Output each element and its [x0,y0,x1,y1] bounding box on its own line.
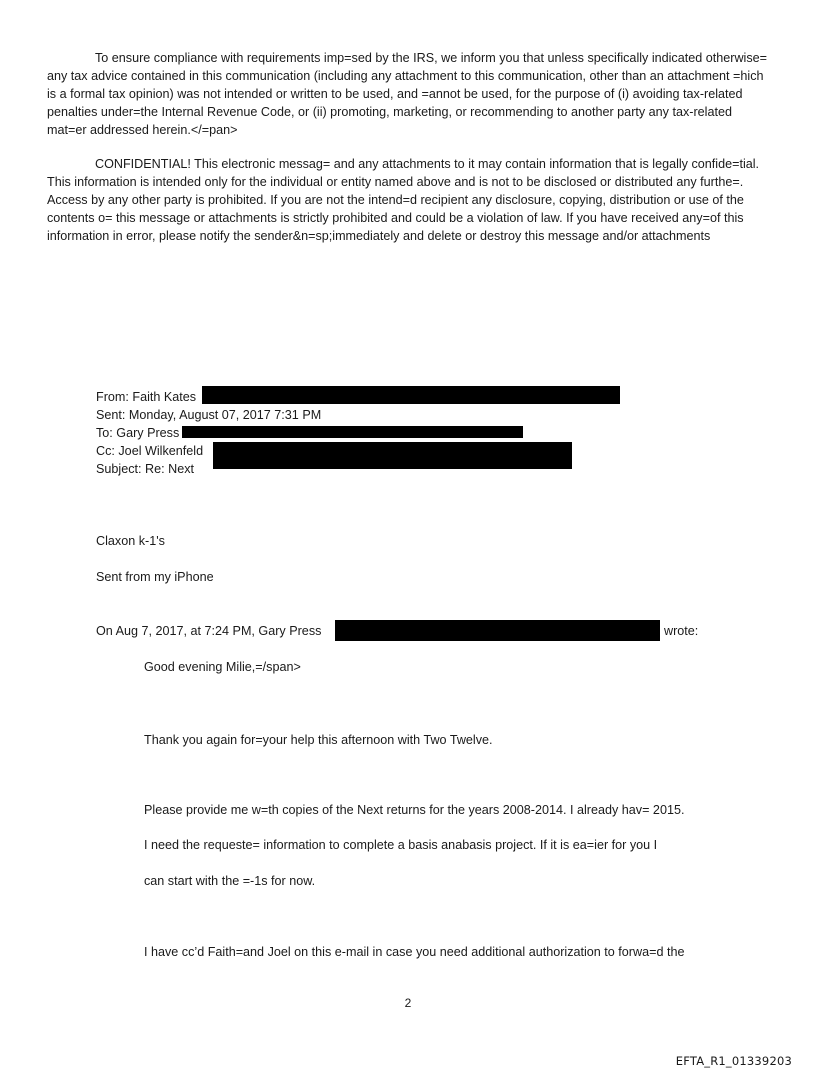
header-sent: Sent: Monday, August 07, 2017 7:31 PM [96,408,322,422]
quoted-attribution: On Aug 7, 2017, at 7:24 PM, Gary Press [96,624,322,638]
redaction-from-address [202,386,620,404]
quoted-line: can start with the =-1s for now. [144,874,316,888]
quoted-line: Thank you again for=your help this afternoon with Two Twelve. [144,733,493,747]
redaction-cc-address [213,442,572,469]
header-cc: Cc: Joel Wilkenfeld [96,444,204,458]
header-from: From: Faith Kates [96,390,197,404]
header-subject: Subject: Re: Next [96,462,194,476]
header-to: To: Gary Press [96,426,180,440]
tax-disclaimer: To ensure compliance with requirements imp=sed by the IRS, we inform you that unless specifically indicated otherwise= any tax advice contained in this communication (including any attachment to this communication, other than an attachment =hich is a formal tax opinion) was not intended or written to be used, and =annot be used, for the purpose of (i) avoiding tax-related penalties under=the Internal Revenue Code, or (ii) promoting, marketing, or recommending to another party any tax-related mat=er addressed herein.</=pan> [47,51,767,137]
page-number: 2 [404,996,412,1010]
quoted-line: Good evening Milie,=/span> [144,660,301,674]
reply-signature: Sent from my iPhone [96,570,214,584]
redaction-quoted-address [335,620,660,641]
reply-body: Claxon k-1's [96,534,165,548]
document-id-stamp: EFTA_R1_01339203 [675,1054,792,1068]
quoted-line: Please provide me w=th copies of the Next returns for the years 2008-2014. I already hav= 2015. [144,803,685,817]
quoted-line: I need the requeste= information to complete a basis anabasis project. If it is ea=ier for you I [144,838,658,852]
quoted-line: I have cc’d Faith=and Joel on this e-mail in case you need additional authorization to forwa=d the [144,945,685,959]
redaction-to-address [182,426,523,438]
confidentiality-notice: CONFIDENTIAL! This electronic messag= and any attachments to it may contain information that is legally confide=tial. This information is intended only for the individual or entity named above and is not to be disclosed or distributed any furthe=. Access by any other party is prohibited. If you are not the intend=d recipient any disclosure, copying, distribution or use of the contents o= this message or attachments is strictly prohibited and could be a violation of law. If you have received any=of this information in error, please notify the sender&n=sp;immediately and delete or destroy this message and/or attachments [47,157,760,243]
quoted-attribution-suffix: wrote: [664,624,699,638]
